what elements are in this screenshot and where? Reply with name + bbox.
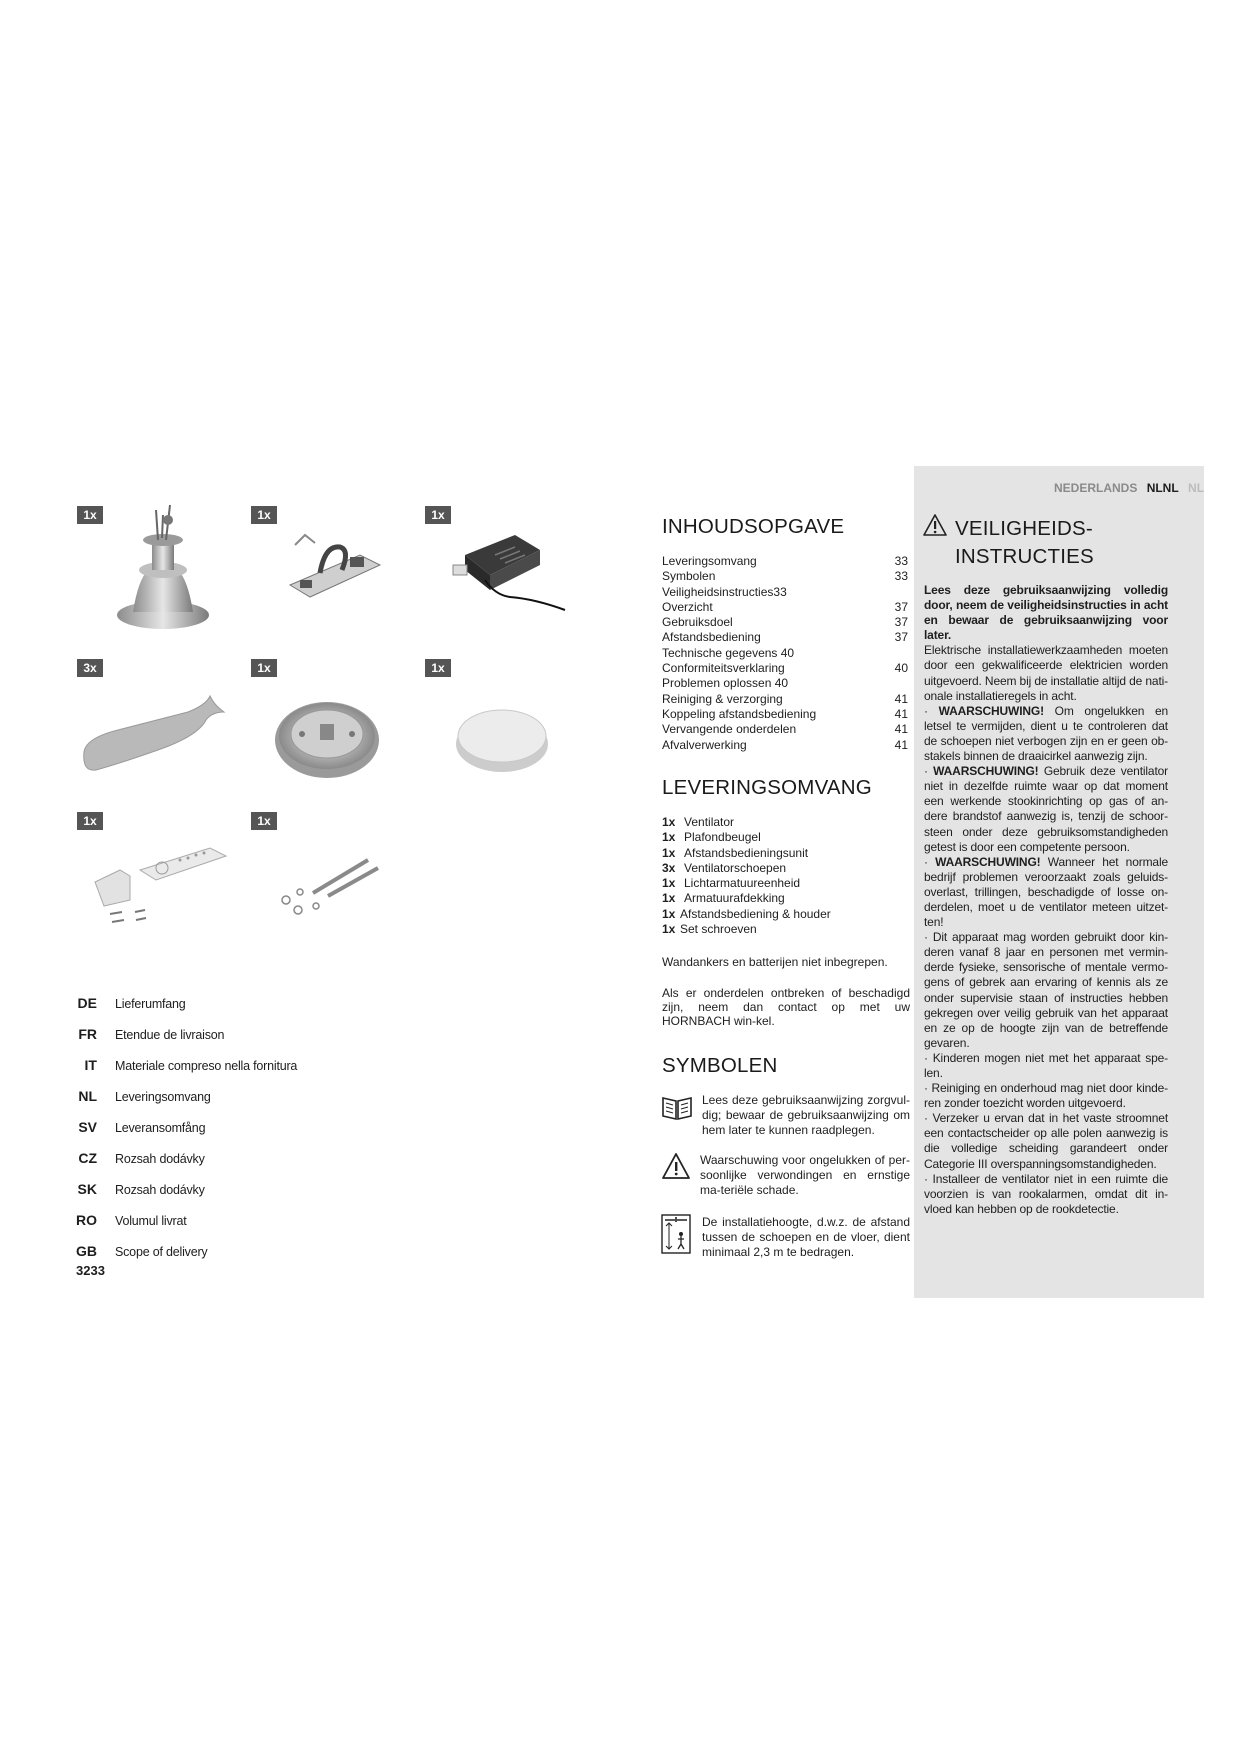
toc-item[interactable]: Gebruiksdoel 37 [662,615,908,630]
list-item: SK Rozsah dodávky [77,1181,205,1197]
list-item: 1x Set schroeven [662,922,757,937]
toc-item[interactable]: Leveringsomvang 33 [662,554,908,568]
toc-item[interactable]: Veiligheidsinstructies33 [662,584,787,599]
header-code-cut: NL [1188,481,1205,495]
list-item: 1x Lichtarmatuureenheid [662,876,801,891]
installation-height-icon [661,1214,691,1254]
toc-item[interactable]: Afstandsbediening 37 [662,630,908,645]
safety-warning: · WAARSCHUWING! Om ongelukken en letsel te vermijden, dient u te controleren dat de schoepen niet verbogen zijn en er geen ob-stakels binnen de draaicirkel aanwezig zijn. [924,703,1169,764]
qty-badge: 1x [251,659,277,677]
list-item: GB Scope of delivery [76,1243,208,1259]
symbol-warning-text: Waarschuwing voor ongelukken of per-soonlijke verwondingen en ernstige ma-teriële schade. [700,1153,910,1197]
scope-list [662,815,912,937]
list-item: CZ Rozsah dodávky [78,1150,205,1166]
list-item: 1x Armatuurafdekking [662,891,785,906]
safety-bullet: · Verzeker u ervan dat in het vaste stroomnet een contactscheider op alle polen aanwezig is die volledige scheiding garandeert onder Categorie III overspanningsomstandigheden. [924,1111,1168,1171]
qty-badge: 1x [425,506,451,524]
safety-intro: Lees deze gebruiksaanwijzing volledig door, neem de veiligheidsinstructies in acht en bewaar de gebruiksaanwijzing voor later. [924,583,1168,643]
ceiling-bracket-image [280,525,390,610]
fan-blade-image [78,690,228,785]
remote-receiver-unit-image [445,525,570,615]
safety-bullet: · Reiniging en onderhoud mag niet door kinde-ren zonder toezicht worden uitgevoerd. [924,1081,1169,1111]
list-item: 1x Plafondbeugel [662,830,761,845]
warning-triangle-icon [661,1152,691,1180]
toc-item[interactable]: Technische gegevens 40 [662,645,795,660]
symbols-title: SYMBOLEN [662,1054,778,1077]
toc-item[interactable]: Vervangende onderdelen 41 [662,722,908,737]
list-item: 1x Afstandsbedieningsunit [662,845,809,860]
toc-item[interactable]: Koppeling afstandsbediening 41 [662,706,908,721]
list-item: RO Volumul livrat [76,1212,187,1228]
safety-warning: · WAARSCHUWING! Gebruik deze ventilator niet in dezelfde ruimte waar op dat moment een werkende stookinrichting op gas of an-dere brandstof aanwezig is, tenzij de schoor-steen onder deze gebruiksomstandigheden getest is door een competente persoon. [924,764,1169,854]
header-language: NEDERLANDS [1054,481,1138,495]
toc-item[interactable]: Problemen oplossen 40 [662,676,789,691]
qty-badge: 1x [251,506,277,524]
book-icon [661,1095,693,1121]
qty-badge: 1x [425,659,451,677]
remote-control-holder-image [90,840,230,930]
table-of-contents [662,554,912,753]
symbol-read-manual-text: Lees deze gebruiksaanwijzing zorgvul-dig; bewaar de gebruiksaanwijzing om hem later te kunnen raadplegen. [702,1093,910,1137]
scope-note-missing-parts: Als er onderdelen ontbreken of beschadigd zijn, neem dan contact op met uw HORNBACH win-kel. [662,986,910,1028]
list-item: 1x Ventilator [662,815,735,829]
qty-badge: 1x [77,812,103,830]
safety-bullet: · Installeer de ventilator niet in een ruimte die voorzien is van rookalarmen, omdat dit in-vloed kan hebben op de rookdetectie. [924,1171,1168,1216]
qty-badge: 1x [77,506,103,524]
qty-badge: 3x [77,659,103,677]
list-item: IT Materiale compreso nella fornitura [84,1057,298,1073]
scope-note-excluded: Wandankers en batterijen niet inbegrepen. [662,955,888,969]
list-item: FR Etendue de livraison [78,1026,225,1042]
fan-motor-image [108,500,218,635]
list-item: DE Lieferumfang [77,995,186,1011]
safety-title: VEILIGHEIDS- INSTRUCTIES [955,517,1094,568]
safety-instructions-body [924,583,1168,1217]
toc-item[interactable]: Conformiteitsverklaring 40 [662,661,908,676]
header-code: NLNL [1146,481,1179,495]
list-item: 1x Afstandsbediening & houder [662,906,831,921]
safety-bullet: · Dit apparaat mag worden gebruikt door kin-deren vanaf 8 jaar en personen met vermin-derde fysieke, sensorische of mentale vermo-gens of gebrek aan ervaring of kennis als ze onder supervisie staan of instructies hebben gekregen over veilig gebruik van het apparaat en ze op de hoogte zijn van de betreffende gevaren. [924,930,1168,1050]
toc-title: INHOUDSOPGAVE [662,515,845,538]
safety-warning: · WAARSCHUWING! Wanneer het normale bedrijf problemen veroorzaakt zoals geluids-overlast, trillingen, beschadigde of losse on-derdelen, moet u de ventilator meteen uitzet-ten! [924,854,1168,930]
light-fixture-unit-image [272,690,382,785]
warning-triangle-icon [922,513,948,537]
page-header [1054,481,1204,495]
safety-bullet: · Kinderen mogen niet met het apparaat spe-len. [924,1050,1168,1080]
safety-paragraph: Elektrische installatiewerkzaamheden moeten door een gekwalificeerde elektricien worden uitgevoerd. Neem bij de installatie altijd de nati-onale installatieregels in acht. [924,643,1168,703]
page-number: 3233 [76,1263,105,1278]
toc-item[interactable]: Afvalverwerking 41 [662,737,908,752]
toc-item[interactable]: Overzicht 37 [662,599,908,614]
scope-title: LEVERINGSOMVANG [662,776,872,799]
list-item: NL Leveringsomvang [78,1088,211,1104]
list-item: SV Leveransomfång [78,1119,206,1135]
qty-badge: 1x [251,812,277,830]
toc-item[interactable]: Symbolen 33 [662,569,908,584]
list-item: 3x Ventilatorschoepen [662,860,787,875]
screw-set-image [278,848,383,923]
symbol-installation-height-text: De installatiehoogte, d.w.z. de afstand tussen de schoepen en de vloer, dient minimaal 2,3 m te bedragen. [702,1215,910,1259]
toc-item[interactable]: Reiniging & verzorging 41 [662,691,908,706]
lamp-cover-image [452,700,552,775]
